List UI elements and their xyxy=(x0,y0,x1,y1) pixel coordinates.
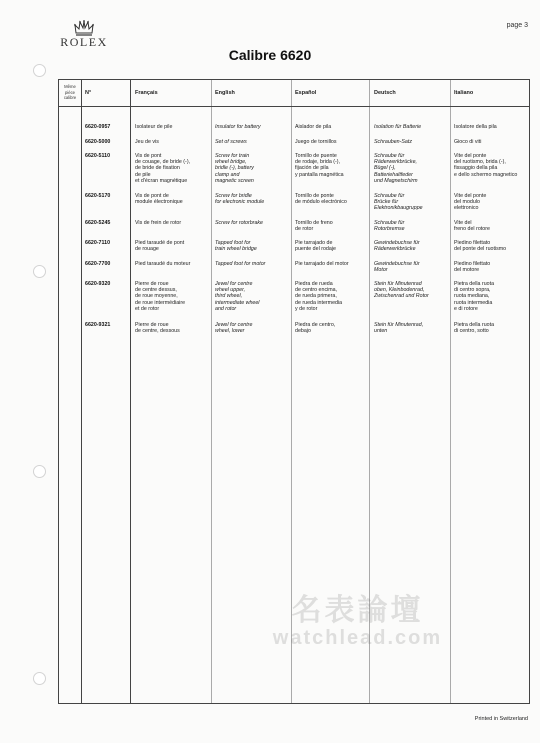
part-name-es: Piedra de centro, debajo xyxy=(295,322,336,335)
part-name-de: Schraube für Räderwerkbrücke, Bügel (-), Batteriehaltfeder und Magnetschirm xyxy=(374,153,418,184)
part-name-en: Tapped foot for motor xyxy=(215,261,266,267)
page-number: page 3 xyxy=(506,22,528,29)
part-name-it: Piedino filettato del ponte del ruotismo xyxy=(454,240,507,253)
part-code: 6620-0957 xyxy=(85,124,111,130)
part-name-de: Stein für Minutenrad oben, Kleinbodenrad, Zwischenrad und Rotor xyxy=(374,281,429,300)
part-name-it: Vite del ponte del ruotismo, brida (-), fissaggio della pila e dello schermo magnetico xyxy=(454,153,518,178)
part-name-fr: Pierre de roue de centre dessus, de roue moyenne, de roue intermédiaire et de rotor xyxy=(135,281,186,312)
part-name-de: Gewindebuchse für Räderwerkbrücke xyxy=(374,240,420,253)
part-name-es: Juego de tornillos xyxy=(295,139,337,145)
part-name-en: Screw for train wheel bridge, bridle (-), battery clamp and magnetic screen xyxy=(215,153,254,184)
part-name-en: Insulator for battery xyxy=(215,124,261,130)
header-italian: Italiano xyxy=(454,90,474,96)
part-code: 6620-5000 xyxy=(85,139,111,145)
part-name-en: Set of screws xyxy=(215,139,247,145)
part-name-es: Tornillo de ponte de módulo electrónico xyxy=(295,193,347,206)
watermark-en: watchlead.com xyxy=(272,627,443,649)
brand-name: ROLEX xyxy=(60,35,108,49)
part-code: 6620-5245 xyxy=(85,220,111,226)
part-name-it: Vite del ponte del modulo elettronico xyxy=(454,193,487,212)
part-name-fr: Pierre de roue de centre, dessous xyxy=(135,322,180,335)
crown-icon xyxy=(74,20,94,36)
footer-note: Printed in Switzerland xyxy=(474,716,528,722)
page-title: Calibre 6620 xyxy=(228,47,312,63)
part-name-fr: Vis de frein de rotor xyxy=(135,220,182,226)
watermark-cn: 名表論壇 xyxy=(291,594,424,627)
binder-hole-icon xyxy=(33,265,46,278)
part-name-de: Schraube für Rotorbremse xyxy=(374,220,405,233)
part-name-fr: Vis de pont de couage, de bride (-), de bride de fixation de pile et d'écran magnétique xyxy=(135,153,191,184)
part-name-es: Tornillo de puente de rodaje, brida (-), fijación de pila y pantalla magnética xyxy=(295,153,344,178)
part-name-fr: Jeu de vis xyxy=(135,139,159,145)
part-code: 6620-5110 xyxy=(85,153,111,159)
part-name-fr: Vis de pont de module électronique xyxy=(135,193,183,206)
part-name-es: Aislador de pila xyxy=(295,124,332,130)
part-code: 6620-7700 xyxy=(85,261,111,267)
part-name-es: Tornillo de freno de rotor xyxy=(295,220,333,233)
part-name-en: Jewel for centre wheel, lower xyxy=(215,322,253,335)
part-name-fr: Isolateur de pile xyxy=(135,124,173,130)
header-english: English xyxy=(215,90,235,96)
part-name-fr: Pied taraudé de pont de rouage xyxy=(135,240,185,253)
part-name-es: Pie tarrajado del motor xyxy=(295,261,349,267)
part-name-it: Gioco di viti xyxy=(454,139,482,145)
header-spanish: Español xyxy=(295,90,317,96)
header-same-part: Même pièce calibre xyxy=(63,84,77,100)
part-name-de: Stein für Minutenrad, unten xyxy=(374,322,424,335)
part-name-it: Piedino filettato del motore xyxy=(454,261,491,274)
part-name-en: Screw for bridle for electronic module xyxy=(215,193,265,206)
rolex-logo xyxy=(55,20,113,50)
part-name-it: Pietra della ruota di centro sopra, ruota mediana, ruota intermedia e di rotore xyxy=(454,281,495,312)
header-french: Français xyxy=(135,90,158,96)
part-name-es: Pie tarrajado de puente del rodaje xyxy=(295,240,336,253)
part-name-es: Piedra de rueda de centro encima, de rueda primera, de rueda intermedia y de rotor xyxy=(295,281,343,312)
part-name-de: Gewindebuchse für Motor xyxy=(374,261,420,274)
header-number: N° xyxy=(85,90,92,96)
part-code: 6620-9321 xyxy=(85,322,111,328)
part-name-de: Schrauben-Satz xyxy=(374,139,412,145)
part-name-en: Jewel for centre wheel upper, third wheel, intermediate wheel and rotor xyxy=(215,281,260,312)
header-german: Deutsch xyxy=(374,90,396,96)
part-name-fr: Pied taraudé du moteur xyxy=(135,261,191,267)
part-code: 6620-7110 xyxy=(85,240,111,246)
binder-hole-icon xyxy=(33,672,46,685)
part-name-en: Screw for rotorbrake xyxy=(215,220,263,226)
part-name-de: Isolation für Batterie xyxy=(374,124,422,130)
part-code: 6620-9320 xyxy=(85,281,111,287)
watermark xyxy=(245,596,470,648)
part-name-it: Isolatore della pila xyxy=(454,124,497,130)
binder-hole-icon xyxy=(33,465,46,478)
part-name-de: Schraube für Brücke für Elektronikbaugruppe xyxy=(374,193,423,212)
part-name-en: Tapped foot for train wheel bridge xyxy=(215,240,257,253)
part-code: 6620-5170 xyxy=(85,193,111,199)
part-name-it: Vite del freno del rotore xyxy=(454,220,490,233)
part-name-it: Pietra della ruota di centro, sotto xyxy=(454,322,495,335)
binder-hole-icon xyxy=(33,64,46,77)
